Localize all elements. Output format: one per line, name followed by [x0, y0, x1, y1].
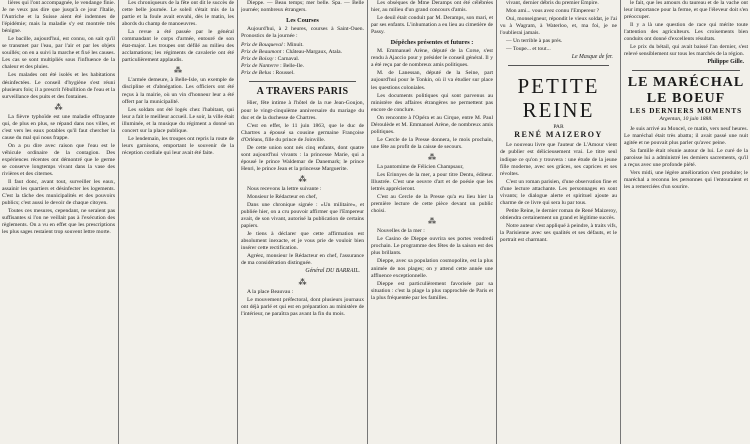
- paragraph: Les documents politiques qui sont parvenus au ministère des affaires étrangères ne permettent pas encore de conclure.: [371, 92, 493, 113]
- paragraph: Le lendemain, les troupes ont repris la route de leurs garnisons, emportant le souvenir de la réception cordiale qui leur avait été faite.: [122, 135, 234, 156]
- divider: [632, 70, 740, 71]
- column-rule: [367, 0, 368, 444]
- section-heading-marechal: LE MARÉCHAL LE BOEUF: [627, 75, 745, 107]
- column-rule: [496, 0, 497, 444]
- courses-intro: Aujourd'hui, à 2 heures, courses à Saint-Ouen. Pronostics de la journée :: [241, 26, 364, 40]
- paragraph: Les malades ont été isolés et les habitations désinfectées. Le conseil d'hygiène s'est réuni plusieurs fois; il a prescrit l'ébullition de l'eau et la surveillance des puits et des fontaines.: [2, 72, 115, 100]
- paragraph: Les soldats ont été logés chez l'habitant, qui leur a fait le meilleur accueil. Le soir, la ville était illuminée, et la musique du régiment a donné un concert sur la place publique.: [122, 106, 234, 134]
- letter-intro: Nous recevons la lettre suivante :: [247, 185, 322, 192]
- course-entry: Prix de Beaumont : Château-Margaux, Atala.: [241, 49, 343, 56]
- paragraph: Nouvelles de la mer :: [377, 228, 425, 235]
- course-entry: Prix de Belus : Roussel.: [241, 70, 295, 77]
- section-heading-depeches: Dépêches présentes et futures :: [390, 39, 474, 47]
- paragraph: — Un terrible à pas prés.: [506, 38, 563, 45]
- section-separator-stars: ⁂: [428, 152, 436, 162]
- course-entry: Prix de Nanterre : Belle-Ile.: [241, 63, 305, 70]
- paragraph: Notre auteur s'est appliqué à peindre, à traits vifs, la Parisienne avec ses qualités et ses défauts, et le portrait est charmant.: [500, 222, 617, 244]
- paragraph: La revue a été passée par le général commandant le corps d'armée, entouré de son état-major. Les troupes ont défilé au milieu des acclamations; les régiments de cavalerie ont été particulièrement applaudis.: [122, 29, 234, 64]
- paragraph: Oui, monseigneur, répondit le vieux soldat, je l'ai vu à Wagram, à Waterloo, et, ma foi, je ne l'oublierai jamais.: [500, 16, 617, 37]
- column-rule: [620, 0, 621, 444]
- section-heading-travers-paris: A TRAVERS PARIS: [256, 86, 349, 98]
- feuilleton-author: RENÉ MAIZEROY: [514, 130, 603, 140]
- paragraph: Le nouveau livre que l'auteur de L'Amour vient de publier est délicieusement vrai. Le titre seul indique ce qu'on y trouvera : une étude de la jeune fille moderne, avec ses grâces, ses caprices et ses révoltes.: [500, 142, 617, 177]
- paragraph: Dans une chronique signée : «Un militaire», et publiée hier, on a cru pouvoir affirmer que l'Empereur avait, de son vivant, autorisé la publication de certains papiers.: [241, 202, 364, 230]
- paragraph: M. de Lanessan, député de la Seine, part aujourd'hui pour le Tonkin, où il va étudier sur place les questions coloniales.: [371, 70, 493, 91]
- paragraph: Mon ami... vous avez connu l'Empereur ?: [506, 8, 600, 15]
- paragraph: La fièvre typhoïde est une maladie effrayante qui, de plus en plus, se répand dans nos villes, et c'est vers les eaux potables qu'il faut chercher la cause du mal qui nous frappe.: [2, 113, 115, 141]
- section-separator-stars: ⁂: [298, 174, 307, 184]
- paragraph: Le bacille, aujourd'hui, est connu, on sait qu'il se transmet par l'eau, par l'air et par les objets souillés; on en a suivi la marche et fixé les causes. Les cas se sont multipliés sous l'influence de la chaleur et des pluies.: [2, 36, 115, 71]
- paragraph: Le Casino de Dieppe ouvrira ses portes vendredi prochain. Le programme des fêtes de la saison est des plus brillants.: [371, 236, 493, 257]
- section-separator-stars: ⁂: [298, 277, 307, 287]
- divider: [508, 65, 609, 66]
- paragraph: A la place Beauvau :: [247, 288, 294, 295]
- section-separator-stars: ⁂: [54, 102, 63, 112]
- column-1: [2, 0, 115, 444]
- section-separator-stars: ⁂: [174, 66, 182, 76]
- paragraph: L'armée demeure, à Belle-Isle, un exemple de discipline et d'abnégation. Les officiers ont été reçus à la mairie, où un vin d'honneur leur a été offert par la municipalité.: [122, 77, 234, 105]
- paragraph: Je suis arrivé au Moncel, ce matin, vers neuf heures. Le maréchal était très abattu; il avait passé une nuit agitée et ne pouvait plus parler qu'avec peine.: [624, 125, 748, 146]
- feuilleton-par: PAR: [553, 124, 564, 131]
- paragraph: vivant, dernier débris du premier Empire.: [506, 0, 599, 6]
- weather-notes: Dieppe. — Beau temps; mer belle. Spa. — Belle journée; nombreux étrangers.: [241, 0, 364, 14]
- column-rule: [118, 0, 119, 444]
- column-2: [122, 0, 234, 444]
- paragraph: Monsieur le Rédacteur en chef,: [247, 193, 318, 200]
- paragraph: Les chroniqueurs de la fête ont dit le succès de cette belle journée. Le soleil s'était mis de la partie et la foule avait envahi, dès le matin, les abords du champ de manoeuvres.: [122, 0, 234, 28]
- article-signature: Philippe Gille.: [707, 59, 744, 66]
- paragraph: Le Cercle de la Presse donnera, le mois prochain, une fête au profit de la caisse de secours.: [371, 136, 493, 150]
- paragraph: On rencontre à l'Opéra et au Cirque, entre M. Paul Déroulède et M. Emmanuel Arène, de nombreux amis politiques.: [371, 114, 493, 135]
- paragraph: lières qui l'ont accompagnée, le vendange finie. Je ne veux pas dire que jusqu'à ce jour l'Italie, l'Autriche et la Suisse aient été indemnes de l'épidémie; mais la maladie s'y est montrée très bénigne.: [2, 0, 115, 35]
- paragraph: Petite Reine, le dernier roman de René Maizeroy, obtiendra certainement un grand et légitime succès.: [500, 207, 617, 221]
- paragraph: C'est au Cercle de la Presse qu'a eu lieu hier la première lecture de cette pièce devant un public choisi.: [371, 194, 493, 215]
- paragraph: M. Emmanuel Arène, député de la Corse, s'est rendu à Ajaccio pour y présider le conseil général. Il y a été reçu par de nombreux amis politiques.: [371, 48, 493, 69]
- course-entry: Prix de Bouqueval : Minuit.: [241, 42, 304, 49]
- column-signature: Le Masque de fer.: [571, 54, 613, 61]
- paragraph: Il faut donc, avant tout, surveiller les eaux, assainir les quartiers et désinfecter les logements. C'est la tâche des municipalités et des pouvoirs publics; c'est aussi le devoir de chaque citoyen.: [2, 179, 115, 207]
- column-3: [241, 0, 364, 444]
- paragraph: De cette union sont nés cinq enfants, dont quatre sont aujourd'hui vivants : la princesse Marie, qui a épousé le prince Waldemar de Danemark; le prince Henri, le prince Jean et la princesse Marguerite.: [241, 144, 364, 172]
- paragraph: Le deuil était conduit par M. Deramps, son mari, et par ses enfants. L'inhumation a eu lieu au cimetière de Passy.: [371, 15, 493, 36]
- paragraph: Je tiens à déclarer que cette affirmation est absolument inexacte, et je vous prie de vouloir bien insérer cette rectification.: [241, 231, 364, 252]
- paragraph: Dieppe, avec sa population cosmopolite, est la plus animée de nos plages; on y attend cette année une affluence exceptionnelle.: [371, 258, 493, 279]
- paragraph: Les obsèques de Mme Deramps ont été célébrées hier, au milieu d'un grand concours d'amis.: [371, 0, 493, 14]
- paragraph: On a pu dire avec raison que l'eau est le véhicule ordinaire de la contagion. Des expériences récentes ont démontré que le germe se conserve longtemps vivant dans la vase des rivières et des citernes.: [2, 142, 115, 178]
- paragraph: Vers midi, une légère amélioration s'est produite; le maréchal a reconnu les personnes qui l'entouraient et les a remerciées d'un sourire.: [624, 169, 748, 190]
- paragraph: Le mouvement préfectoral, dont plusieurs journaux ont déjà parlé et qui est en préparation au ministère de l'intérieur, ne paraîtra pas avant la fin du mois.: [241, 296, 364, 317]
- feuilleton-title: PETITE REINE: [517, 74, 600, 123]
- paragraph: Toutes ces mesures, cependant, ne seraient pas suffisantes si l'on ne veillait pas à l'exécution des règlements. On a vu en effet que les prescriptions les plus sages restaient trop souvent lettre morte.: [2, 208, 115, 236]
- letter-signature: Général DU BARRAIL.: [305, 268, 360, 275]
- dateline: Argentan, 10 juin 1888.: [659, 116, 713, 123]
- section-separator-stars: ⁂: [428, 217, 436, 227]
- column-rule: [237, 0, 238, 444]
- paragraph: Dieppe est particulièrement favorisée par sa situation : c'est la plage la plus rapprochée de Paris et la plus fréquentée par les familles.: [371, 280, 493, 301]
- paragraph: C'est en effet, le 11 juin 1863, que le duc de Chartres a épousé sa cousine germaine Françoise d'Orléans, fille du prince de Joinville.: [241, 122, 364, 143]
- section-heading-courses: Les Courses: [286, 17, 319, 25]
- paragraph: Il y a là une question de race qui mérite toute l'attention des agriculteurs. Les croisements bien conduits ont donné d'excellents résultats.: [624, 22, 748, 43]
- paragraph: Sa famille était réunie autour de lui. Le curé de la paroisse lui a administré les derniers sacrements, qu'il a reçus avec une profonde piété.: [624, 147, 748, 168]
- paragraph: Hier, fête intime à l'hôtel de la rue Jean-Goujon, pour le vingt-cinquième anniversaire du mariage du duc et de la duchesse de Chartres.: [241, 100, 364, 121]
- column-4: [371, 0, 493, 444]
- courses-list: [241, 42, 364, 77]
- paragraph: Les Erinnyes de la mer, a pour titre Dentu, éditeur. Illustrée. C'est une oeuvre d'art et de poésie que les lettrés apprécieront.: [371, 171, 493, 193]
- paragraph: Agréez, monsieur le Rédacteur en chef, l'assurance de ma considération distinguée.: [241, 253, 364, 267]
- paragraph: C'est un roman parisien, d'une observation fine et d'une lecture attachante. Les personnages en sont vivants; le dialogue alerte et spirituel ajoute au charme de ce livre qui sera lu par tous.: [500, 178, 617, 206]
- column-5: [500, 0, 617, 444]
- column-6: [624, 0, 748, 444]
- paragraph: La pantomime de Félicien Champsaur,: [377, 163, 464, 170]
- divider: [249, 81, 356, 82]
- course-entry: Prix de Boissy : Carnaval.: [241, 56, 300, 63]
- paragraph: — Toupe... et tout...: [506, 46, 551, 53]
- section-subheading: LES DERNIERS MOMENTS: [629, 107, 743, 116]
- paragraph: le fait, que les amours du taureau et de la vache ont leur importance pour la ferme, et que l'éleveur doit s'en préoccuper.: [624, 0, 748, 21]
- paragraph: Le prix du bétail, qui avait baissé l'an dernier, s'est relevé sensiblement sur tous les marchés de la région.: [624, 44, 748, 58]
